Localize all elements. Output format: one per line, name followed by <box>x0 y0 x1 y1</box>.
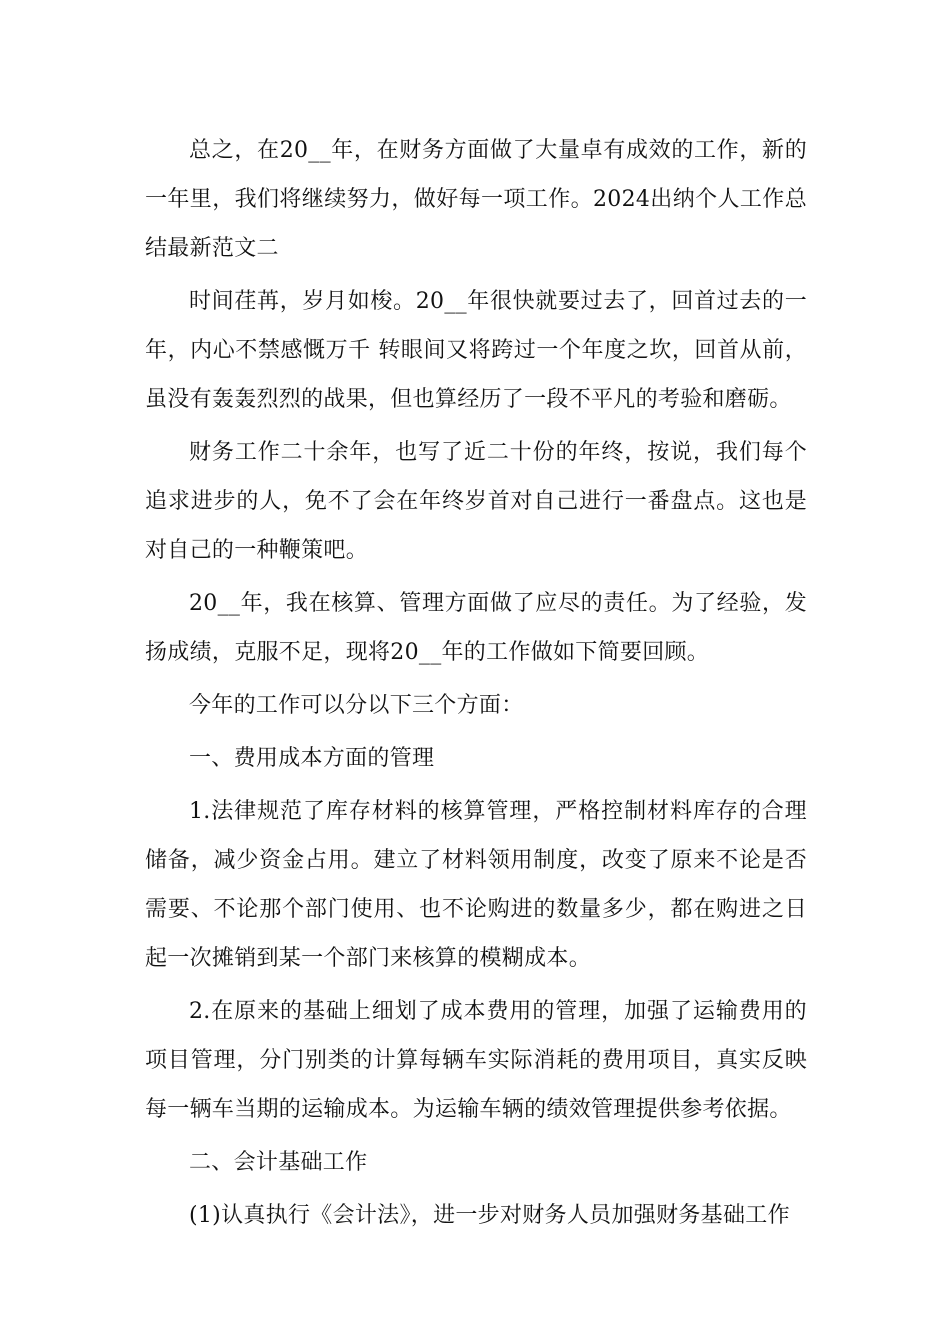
list-item-transport-cost: 2.在原来的基础上细划了成本费用的管理，加强了运输费用的项目管理，分门别类的计算每辆车实际消耗的费用项目，真实反映每一辆车当期的运输成本。为运输车辆的绩效管理提供参考依据。 <box>145 999 807 1122</box>
paragraph-intro: 时间荏苒，岁月如梭。20__年很快就要过去了，回首过去的一年，内心不禁感慨万千 转眼间又将跨过一个年度之坎，回首从前，虽没有轰轰烈烈的战果，但也算经历了一段不平凡的考验和磨砺。 <box>145 289 807 412</box>
paragraph-summary: 总之，在20__年，在财务方面做了大量卓有成效的工作，新的一年里，我们将继续努力，做好每一项工作。2024出纳个人工作总结最新范文二 <box>145 138 807 261</box>
section-heading-accounting-basics: 二、会计基础工作 <box>189 1150 368 1175</box>
paragraph-review: 20__年，我在核算、管理方面做了应尽的责任。为了经验，发扬成绩，克服不足，现将20__年的工作做如下简要回顾。 <box>145 591 807 665</box>
list-item-accounting-law: (1)认真执行《会计法》，进一步对财务人员加强财务基础工作 <box>189 1203 790 1228</box>
paragraph-aspects: 今年的工作可以分以下三个方面： <box>189 693 524 718</box>
paragraph-reflection: 财务工作二十余年，也写了近二十份的年终，按说，我们每个追求进步的人，免不了会在年终岁首对自己进行一番盘点。这也是对自己的一种鞭策吧。 <box>145 440 807 563</box>
document-body <box>145 126 807 1244</box>
list-item-inventory: 1.法律规范了库存材料的核算管理，严格控制材料库存的合理储备，减少资金占用。建立了材料领用制度，改变了原来不论是否需要、不论那个部门使用、也不论购进的数量多少，都在购进之日起一次摊销到某一个部门来核算的模糊成本。 <box>145 799 807 971</box>
section-heading-cost-management: 一、费用成本方面的管理 <box>189 746 435 771</box>
